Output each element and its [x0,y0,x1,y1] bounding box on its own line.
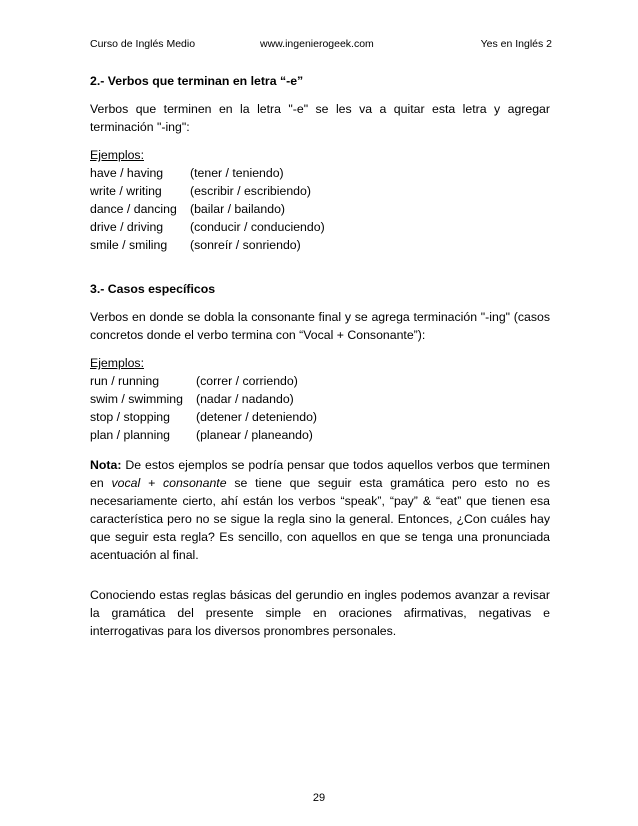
example-verb: stop / stopping [90,410,170,424]
section-spacer [90,574,550,586]
examples-label: Ejemplos: [90,148,144,162]
section-spacer [90,444,550,456]
header-book-title: Yes en Inglés 2 [480,38,552,50]
example-translation: (correr / corriendo) [196,374,298,388]
section-heading-specific-cases: 3.- Casos específicos [90,282,216,296]
example-translation: (sonreír / sonriendo) [190,238,301,252]
example-verb: dance / dancing [90,202,177,216]
example-verb: plan / planning [90,428,170,442]
section-paragraph-verbs-ending-e: Verbos que terminen en la letra "-e" se les va a quitar esta letra y agregar terminación "-ing": [90,102,550,134]
section-heading-verbs-ending-e: 2.- Verbos que terminan en letra “-e” [90,74,304,88]
examples-list-specific-cases [90,372,550,444]
example-row [90,426,550,444]
header-course-title: Curso de Inglés Medio [90,38,196,50]
closing-paragraph: Conociendo estas reglas básicas del gerundio en ingles podemos avanzar a revisar la gramática del presente simple en oraciones afirmativas, negativas e interrogativas para los diversos pronombres personales. [90,588,550,638]
example-verb: swim / swimming [90,392,183,406]
header-website-link[interactable]: www.ingenierogeek.com [260,38,374,50]
example-row [90,236,550,254]
note-text-before: De estos ejemplos se podría pensar que todos aquellos verbos que terminen en [90,458,550,490]
example-verb: have / having [90,166,164,180]
example-row [90,182,550,200]
example-translation: (nadar / nadando) [196,392,294,406]
example-row [90,408,550,426]
example-row [90,218,550,236]
page-header [90,38,552,54]
note-text-italic: vocal + consonante [111,476,227,490]
note-text-after: se tiene que seguir esta gramática pero esto no es necesariamente cierto, ahí están los verbos “speak”, “pay” & “eat” que tienen esa característica pero no se sigue la regla sino la general. Entonces, ¿Con cuáles hay que seguir esta regla? Es sencillo, con aquellos en que se tenga una pronunciada acentuación al final. [90,476,550,562]
section-spacer [90,254,550,280]
example-verb: drive / driving [90,220,164,234]
example-translation: (escribir / escribiendo) [190,184,311,198]
page-content [90,72,550,650]
example-translation: (planear / planeando) [196,428,313,442]
example-row [90,390,550,408]
example-translation: (bailar / bailando) [190,202,286,216]
example-row [90,164,550,182]
section-paragraph-specific-cases: Verbos en donde se dobla la consonante final y se agrega terminación "-ing" (casos concretos donde el verbo termina con “Vocal + Consonante”): [90,310,550,342]
example-verb: write / writing [90,184,162,198]
example-row [90,200,550,218]
example-translation: (tener / teniendo) [190,166,284,180]
example-row [90,372,550,390]
note-paragraph [90,456,550,564]
examples-list-ending-e [90,164,550,254]
note-label: Nota: [90,458,122,472]
example-verb: smile / smiling [90,238,168,252]
example-verb: run / running [90,374,160,388]
page-number: 29 [312,792,326,804]
examples-label: Ejemplos: [90,356,144,370]
example-translation: (detener / deteniendo) [196,410,318,424]
example-translation: (conducir / conduciendo) [190,220,325,234]
